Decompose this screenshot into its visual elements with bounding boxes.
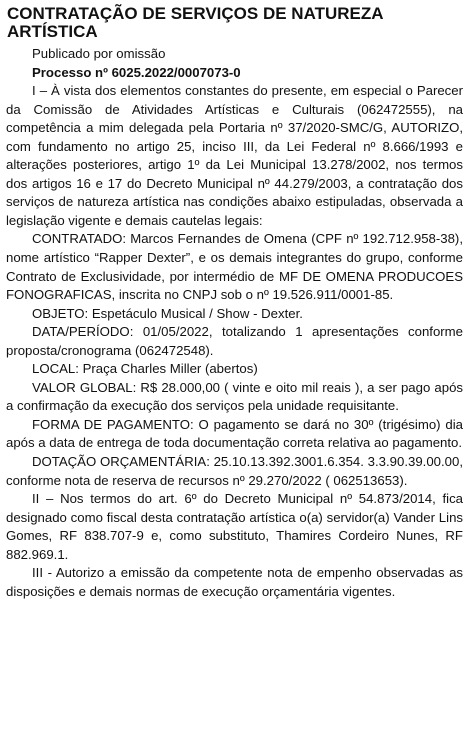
paragraph-date-period: DATA/PERÍODO: 01/05/2022, totalizando 1 apresentações conforme proposta/cronograma (062472548). (6, 324, 463, 358)
paragraph-object: OBJETO: Espetáculo Musical / Show - Dexter. (32, 305, 303, 321)
paragraph-global-value: VALOR GLOBAL: R$ 28.000,00 ( vinte e oito mil reais ), a ser pago após a confirmação da execução dos serviços pela unidade requisitante. (6, 379, 463, 414)
paragraph-location: LOCAL: Praça Charles Miller (abertos) (32, 361, 258, 377)
document-title: CONTRATAÇÃO DE SERVIÇOS DE NATUREZA ARTÍSTICA (7, 4, 383, 41)
paragraph-commitment-note: III - Autorizo a emissão da competente nota de empenho observadas as disposições e demais normas de execução orçamentária vigentes. (6, 565, 463, 599)
paragraph-fiscal-designation: II – Nos termos do art. 6º do Decreto Municipal nº 54.873/2014, fica designado como fiscal desta contratação artística o(a) servidor(a) Vander Lins Gomes, RF 838.707-9 e, como substituto, Thamires Cordeiro Nunes, RF 882.969.1. (6, 491, 463, 562)
published-note: Publicado por omissão (32, 46, 166, 61)
paragraph-budget-allocation: DOTAÇÃO ORÇAMENTÁRIA: 25.10.13.392.3001.6.354. 3.3.90.39.00.00, conforme nota de reserva de recursos nº 29.270/2022 ( 062513653). (6, 454, 463, 488)
document-body (6, 45, 463, 601)
paragraph-authorization: I – À vista dos elementos constantes do presente, em especial o Parecer da Comissão de Atividades Artísticas e Culturais (062472555), na competência a mim delegada pela Portaria nº 37/2020-SMC/G, AUTORIZO, com fundamento no artigo 25, inciso III, da Lei Federal nº 8.666/1993 e alterações posteriores, artigo 1º da Lei Municipal 13.278/2002, nos termos dos artigos 16 e 17 do Decreto Municipal nº 44.279/2003, a contratação dos serviços de natureza artística nas condições abaixo estipuladas, observada a legislação vigente e demais cautelas legais: (6, 83, 463, 228)
paragraph-contracted: CONTRATADO: Marcos Fernandes de Omena (CPF nº 192.712.958-38), nome artístico “Rapper Dexter”, e os demais integrantes do grupo, conforme Contrato de Exclusividade, por intermédio de MF DE OMENA PRODUCOES FONOGRAFICAS, inscrita no CNPJ sob o nº 19.526.911/0001-85. (6, 231, 463, 303)
paragraph-payment-method: FORMA DE PAGAMENTO: O pagamento se dará no 30º (trigésimo) dia após a data de entrega de toda documentação correta relativa ao pagamento. (6, 416, 463, 451)
process-number: Processo nº 6025.2022/0007073-0 (32, 64, 241, 80)
